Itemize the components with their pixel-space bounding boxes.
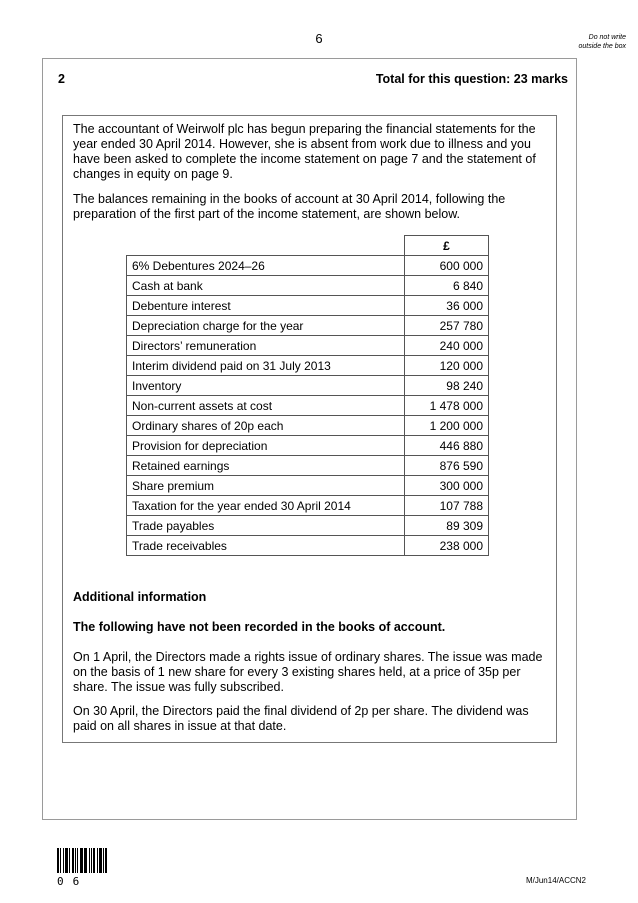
table-row [127, 416, 489, 436]
question-marks: Total for this question: 23 marks [375, 72, 568, 86]
table-row [127, 536, 489, 556]
table-row [127, 476, 489, 496]
balances-table-body [127, 256, 489, 556]
table-row [127, 356, 489, 376]
table-row [127, 336, 489, 356]
margin-note: Do not write outside the box [578, 34, 626, 50]
row-label: Interim dividend paid on 31 July 2013 [127, 356, 405, 376]
row-label: Retained earnings [127, 456, 405, 476]
row-label: 6% Debentures 2024–26 [127, 256, 405, 276]
additional-info-paragraph-2: On 30 April, the Directors paid the final dividend of 2p per share. The dividend was paid on all shares in issue at that date. [73, 704, 529, 733]
table-row [127, 376, 489, 396]
intro-paragraph-2: The balances remaining in the books of account at 30 April 2014, following the preparation of the first part of the income statement, are shown below. [73, 192, 506, 221]
additional-info-heading: Additional information [73, 590, 207, 604]
table-row [127, 256, 489, 276]
row-amount: 300 000 [405, 476, 489, 496]
row-label: Non-current assets at cost [127, 396, 405, 416]
row-amount: 98 240 [405, 376, 489, 396]
row-amount: 238 000 [405, 536, 489, 556]
table-header-row [127, 236, 489, 256]
row-label: Directors’ remuneration [127, 336, 405, 356]
row-label: Ordinary shares of 20p each [127, 416, 405, 436]
row-amount: 876 590 [405, 456, 489, 476]
table-row [127, 516, 489, 536]
barcode-image [57, 848, 107, 873]
row-amount: 600 000 [405, 256, 489, 276]
table-row [127, 496, 489, 516]
question-number: 2 [58, 72, 65, 86]
row-label: Provision for depreciation [127, 436, 405, 456]
table-header-blank [127, 236, 405, 256]
table-row [127, 276, 489, 296]
intro-paragraph-1: The accountant of Weirwolf plc has begun preparing the financial statements for the year ended 30 April 2014. However, she is absent from work due to illness and you have been asked to complete the income statement on page 7 and the statement of changes in equity on page 9. [73, 122, 536, 181]
row-label: Trade payables [127, 516, 405, 536]
row-label: Cash at bank [127, 276, 405, 296]
row-label: Depreciation charge for the year [127, 316, 405, 336]
row-amount: 6 840 [405, 276, 489, 296]
page-number: 6 [315, 31, 323, 46]
row-amount: 36 000 [405, 296, 489, 316]
row-label: Share premium [127, 476, 405, 496]
row-amount: 257 780 [405, 316, 489, 336]
row-amount: 107 788 [405, 496, 489, 516]
row-label: Debenture interest [127, 296, 405, 316]
row-amount: 1 200 000 [405, 416, 489, 436]
table-row [127, 456, 489, 476]
row-amount: 120 000 [405, 356, 489, 376]
row-label: Trade receivables [127, 536, 405, 556]
balances-table [126, 235, 489, 556]
row-amount: 240 000 [405, 336, 489, 356]
table-row [127, 316, 489, 336]
additional-info-paragraph-1: On 1 April, the Directors made a rights issue of ordinary shares. The issue was made on the basis of 1 new share for every 3 existing shares held, at a price of 35p per share. The issue was fully subscribed. [73, 650, 543, 694]
row-label: Taxation for the year ended 30 April 2014 [127, 496, 405, 516]
additional-info-subheading: The following have not been recorded in the books of account. [73, 620, 446, 634]
table-row [127, 436, 489, 456]
currency-header: £ [405, 236, 489, 256]
paper-code: M/Jun14/ACCN2 [525, 876, 586, 885]
table-row [127, 296, 489, 316]
row-amount: 446 880 [405, 436, 489, 456]
row-amount: 1 478 000 [405, 396, 489, 416]
row-label: Inventory [127, 376, 405, 396]
barcode-number: 06 [57, 875, 89, 888]
row-amount: 89 309 [405, 516, 489, 536]
table-row [127, 396, 489, 416]
